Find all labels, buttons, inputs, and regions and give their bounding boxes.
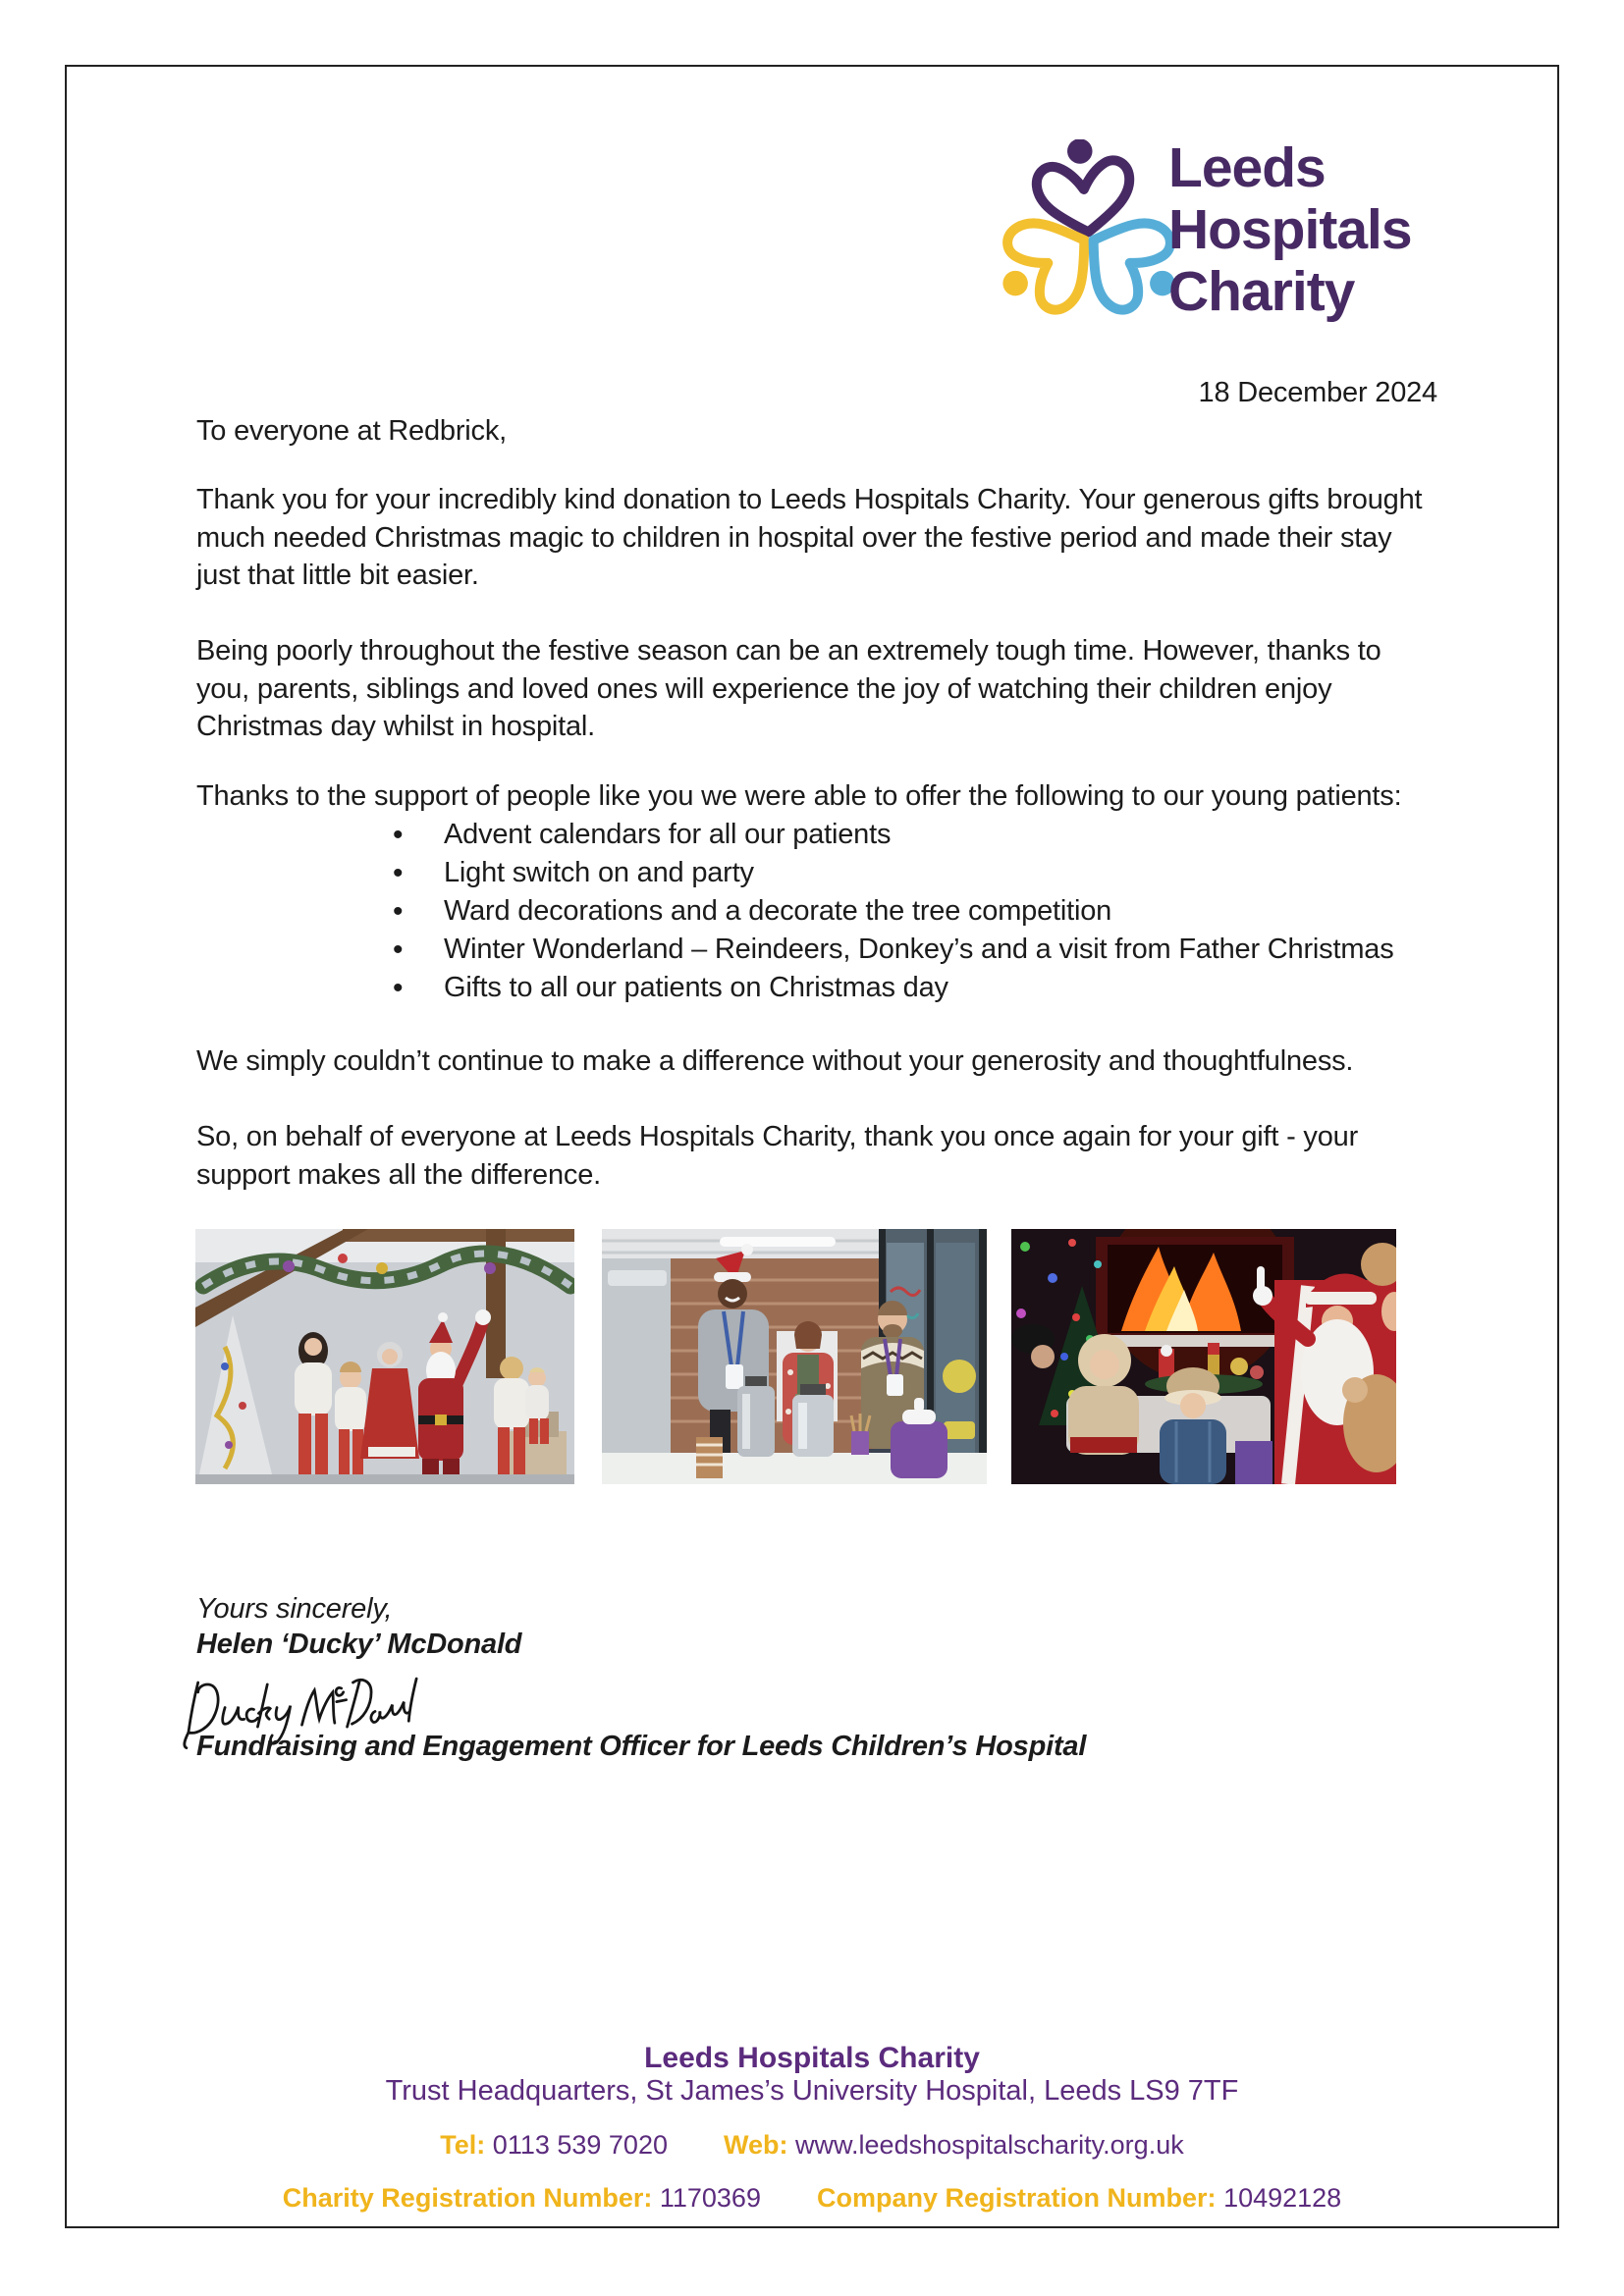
charity-logo [1000,135,1461,342]
tel-label: Tel: [440,2130,486,2160]
list-item: • Gifts to all our patients on Christmas day [196,969,1437,1007]
ceiling-light [720,1237,836,1247]
company-reg-label: Company Registration Number: [817,2183,1217,2213]
pointing-glove [1253,1286,1272,1306]
photo-santa-family-illustration [195,1229,574,1484]
footer-address: Trust Headquarters, St James’s University Hospital, Leeds LS9 7TF [385,2075,1239,2107]
list-item: • Ward decorations and a decorate the tree competition [196,892,1437,931]
photo-drinks-stand [602,1229,987,1484]
charity-reg-label: Charity Registration Number: [282,2183,653,2213]
paragraph-difference: We simply couldn’t continue to make a difference without your generosity and thoughtfulness. [196,1045,1354,1077]
logo-line-hospitals: Hospitals [1168,198,1412,261]
footer-contact-line [0,2130,1624,2161]
paragraph-thanks-support: Thanks to the support of people like you we were able to offer the following to our young patients: [196,780,1402,812]
paragraph-being-poorly: Being poorly throughout the festive season can be an extremely tough time. However, thanks to you, parents, siblings and loved ones will experience the joy of watching their children enjoy Christmas day whilst in hospital. [196,635,1381,742]
hearts-trefoil-icon [1000,139,1178,332]
paragraph-thank-you: Thank you for your incredibly kind donation to Leeds Hospitals Charity. Your generous gifts brought much needed Christmas magic to children in hospital over the festive period and made their stay just that little bit easier. [196,484,1423,591]
photo-santa-fireside-illustration [1011,1229,1396,1484]
salutation: To everyone at Redbrick, [196,415,507,447]
photo-drinks-stand-illustration [602,1229,987,1484]
photo-santa-fireside [1011,1229,1396,1484]
footer-org-name: Leeds Hospitals Charity [644,2042,980,2074]
paragraph-on-behalf: So, on behalf of everyone at Leeds Hospitals Charity, thank you once again for your gift - your support makes all the difference. [196,1121,1359,1191]
company-reg-value: 10492128 [1223,2183,1342,2213]
signature-title: Fundraising and Engagement Officer for Leeds Children’s Hospital [196,1731,1087,1762]
list-item: • Advent calendars for all our patients [196,816,1437,854]
valediction: Yours sincerely, [196,1593,393,1625]
signature-name: Helen ‘Ducky’ McDonald [196,1629,522,1660]
list-item: • Winter Wonderland – Reindeers, Donkey’s and a visit from Father Christmas [196,931,1437,969]
tel-value: 0113 539 7020 [492,2130,668,2160]
logo-line-leeds: Leeds [1168,136,1326,199]
photo-santa-family [195,1229,574,1484]
web-label: Web: [724,2130,788,2160]
logo-line-charity: Charity [1168,260,1355,323]
list-item: • Light switch on and party [196,854,1437,892]
footer-registration-line [0,2183,1624,2214]
gift-list [196,816,1437,1007]
letter-date: 18 December 2024 [1198,377,1437,408]
web-value: www.leedshospitalscharity.org.uk [795,2130,1184,2160]
charity-reg-value: 1170369 [659,2183,761,2213]
logo-wordmark [1168,137,1412,323]
